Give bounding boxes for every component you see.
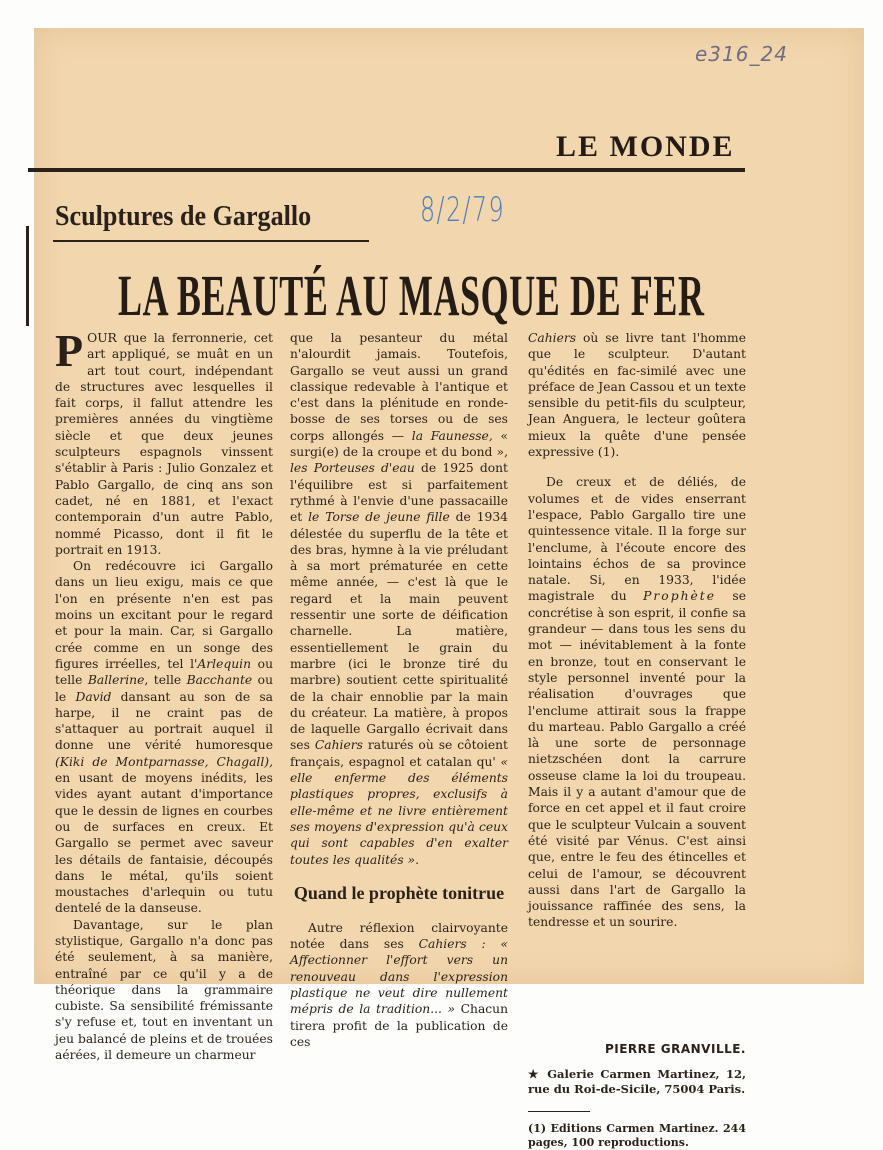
gallery-info: ★ Galerie Carmen Martinez, 12, rue du Roi-de-Sicile, 75004 Paris. bbox=[528, 1066, 746, 1096]
text: , telle bbox=[144, 673, 187, 688]
text: Autre réflexion clairvoyante notée dans ses bbox=[290, 920, 508, 952]
text: où se livre tant l'homme que le sculpteur. D'autant qu'édités en fac-similé avec une préface de Jean Cassou et un texte sensible du petit-fils du sculpteur, Jean Anguera, le lecteur goûtera mieux la quête d'une pensée expressive (1). bbox=[528, 331, 746, 460]
text: raturés où se côtoient français, espagnol et catalan qu' bbox=[290, 738, 508, 769]
kicker-underline bbox=[53, 240, 369, 242]
text: Cahiers bbox=[528, 331, 577, 345]
text: que la pesanteur du métal n'alourdit jamais. Toutefois, Gargallo se veut aussi un grand classique redevable à l'antique et c'est dans la plénitude en ronde-bosse de ses torses ou de ses corps allongés — bbox=[290, 331, 508, 443]
column-1 bbox=[55, 325, 273, 1063]
footnote-rule bbox=[528, 1111, 590, 1113]
text: de 1934 délestée du superflu de la tête et des bras, hymne à la vie préludant à sa mort prématurée en cette même année, — c'est là que le regard et la main peuvent ressentir une sorte de déification charnelle. La matière, essentiellement le grain du marbre (ici le bronze tiré du marbre) soutient cette spiritualité de la chair ennoblie par la main du créateur. La matière, à propos de laquelle Gargallo écrivait dans ses bbox=[290, 510, 508, 753]
kicker: Sculptures de Gargallo bbox=[55, 200, 312, 232]
masthead-rule bbox=[28, 168, 745, 172]
drop-cap: P bbox=[55, 325, 84, 376]
text: Ballerine bbox=[87, 673, 145, 688]
text: On redécouvre ici Gargallo dans un lieu exigu, mais ce que l'on en présente n'en est pas moins un excitant pour le regard et pour la main. Car, si Gargallo crée comme en un songe des figures irréelles, tel l' bbox=[55, 559, 273, 671]
text: David bbox=[75, 689, 112, 704]
paragraph bbox=[55, 558, 273, 917]
headline: LA BEAUTÉ AU MASQUE DE FER bbox=[118, 263, 705, 328]
text: en usant de moyens inédits, les vides ayant autant d'importance que le dessin de lignes en courbes ou de surfaces en creux. Et Gargallo se permet avec saveur les détails de fantaisie, découpés dans le métal, qu'ils soient moustaches d'arlequin ou tutu dentelé de la danseuse. bbox=[55, 771, 273, 916]
text: Prophète bbox=[643, 589, 716, 604]
text: les Porteuses d'eau bbox=[290, 461, 415, 476]
text: Cahiers : « Affectionner l'effort vers un renouveau dans l'expression plastique ne veut dire nullement mépris de la tradition... » bbox=[290, 937, 508, 1017]
text: OUR que la ferronnerie, cet art appliqué, se muât en un art tout court, indépendant de structures avec lesquelles il fait corps, il fallut attendre les premières années du vingtième siècle et que deux jeunes sculpteurs espagnols vinssent s'établir à Paris : Julio Gonzalez et Pablo Gargallo, de cinq ans son cadet, né en 1881, et l'exact contemporain d'un autre Pablo, nommé Picasso, dont il fit le portrait en 1913. bbox=[55, 331, 273, 557]
text: Arlequin bbox=[197, 656, 252, 671]
paragraph bbox=[528, 330, 746, 460]
paragraph bbox=[290, 330, 508, 868]
text: Cahiers bbox=[314, 738, 363, 753]
paragraph bbox=[528, 474, 746, 930]
text: « surgi(e) de la croupe et du bond », bbox=[290, 428, 508, 460]
text: dansant au son de sa harpe, il ne craint pas de s'attaquer au portrait auquel il donne une vérité humoresque bbox=[55, 689, 273, 753]
footnote: (1) Editions Carmen Martinez. 244 pages, 100 reproductions. bbox=[528, 1122, 746, 1150]
text: (Kiki de Montparnasse, Chagall), bbox=[55, 754, 273, 769]
text: « elle enferme des éléments plastiques propres, exclusifs à elle-même et ne livre entièrement ses moyens d'expression qu'à ceux qui sont capables d'en exalter toutes les qualités ». bbox=[290, 754, 508, 867]
subheading: Quand le prophète tonitrue bbox=[293, 882, 505, 903]
text: le Torse de jeune fille bbox=[308, 510, 450, 525]
text: Bacchante bbox=[186, 673, 253, 688]
masthead: LE MONDE bbox=[556, 130, 735, 163]
text: la Faunesse, bbox=[411, 428, 493, 443]
paragraph bbox=[290, 920, 508, 1050]
edge-rule bbox=[26, 226, 29, 326]
author-signature: PIERRE GRANVILLE. bbox=[604, 1041, 746, 1056]
column-2 bbox=[290, 330, 508, 1050]
text: Chacun tirera profit de la publication de ces bbox=[290, 1002, 509, 1049]
text: ou le bbox=[55, 673, 273, 704]
archive-code-annotation: e316_24 bbox=[695, 42, 788, 66]
date-annotation: 8/2/79 bbox=[420, 190, 506, 230]
paragraph: Davantage, sur le plan stylistique, Gargallo n'a donc pas été seulement, à sa manière, entraîné par ce qu'il y a de théorique dans la grammaire cubiste. Sa sensibilité frémissante s'y refuse et, tout en inventant un jeu balancé de pleins et de trouées aérées, il demeure un charmeur bbox=[55, 917, 273, 1063]
text: de 1925 dont l'équilibre est si parfaitement rythmé à l'envie d'une passacaille et bbox=[290, 461, 509, 525]
column-3 bbox=[528, 330, 746, 1150]
text: De creux et de déliés, de volumes et de vides enserrant l'espace, Pablo Gargallo tire une quintessence vitale. Il la forge sur l'enclume, à l'écoute encore des lointains échos de sa province natale. Si, en 1933, l'idée magistrale du bbox=[528, 475, 746, 604]
text: se concrétise à son esprit, il confie sa grandeur — dans tous les sens du mot — inévitablement à la fonte en bronze, tout en conservant le style personnel inventé pour la réalisation d'ouvrages que l'enclume attirait sous la frappe du marteau. Pablo Gargallo a créé là une sorte de personnage nietzschéen dont la carrure osseuse clame la loi du troupeau. Mais il y a autant d'amour que de force en cet appel et il faut croire que le sculpteur Vulcain a souvent été visité par Vénus. C'est ainsi que, entre le feu des étincelles et celui de l'amour, se découvrent aussi dans l'art de Gargallo la jouissance raffinée des sens, la tendresse et un sourire. bbox=[528, 589, 747, 930]
paragraph bbox=[55, 325, 273, 558]
text: ou telle bbox=[55, 656, 273, 688]
